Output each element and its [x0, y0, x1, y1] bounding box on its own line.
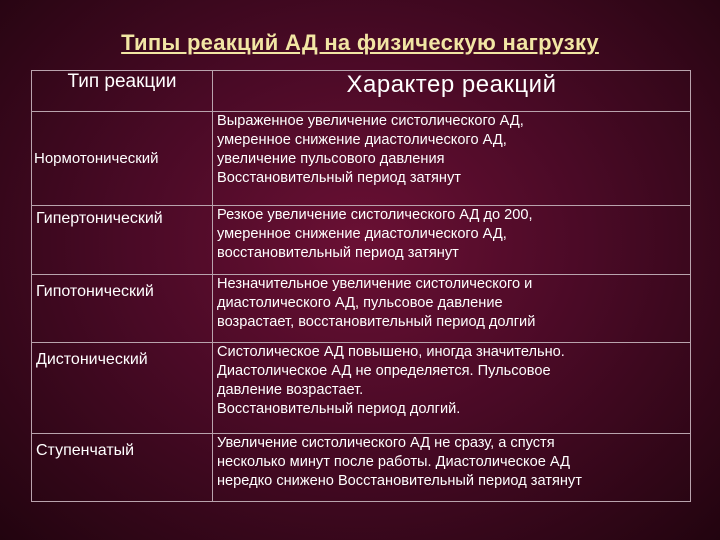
- column-header-character: Характер реакций: [213, 71, 691, 112]
- reaction-description-cell: [213, 206, 691, 275]
- reaction-description-cell: [213, 275, 691, 343]
- description-line: Диастолическое АД не определяется. Пульсовое: [217, 363, 551, 379]
- column-header-type: Тип реакции: [32, 71, 213, 112]
- table-header-row: [32, 71, 691, 112]
- description-line: Незначительное увеличение систолического и: [217, 276, 533, 292]
- reaction-description-cell: [213, 112, 691, 206]
- description-line: диастолического АД, пульсовое давление: [217, 295, 503, 311]
- description-line: Увеличение систолического АД не сразу, а спустя: [217, 435, 555, 451]
- description-line: несколько минут после работы. Диастолическое АД: [217, 454, 570, 470]
- description-line: увеличение пульсового давления: [217, 151, 445, 167]
- description-line: Систолическое АД повышено, иногда значительно.: [217, 344, 565, 360]
- description-line: умеренное снижение диастолического АД,: [217, 132, 507, 148]
- description-line: возрастает, восстановительный период долгий: [217, 314, 536, 330]
- description-line: восстановительный период затянут: [217, 245, 459, 261]
- description-line: умеренное снижение диастолического АД,: [217, 226, 507, 242]
- reaction-type-cell: Ступенчатый: [32, 434, 213, 502]
- table-row: [32, 112, 691, 206]
- page-title: Типы реакций АД на физическую нагрузку: [121, 30, 599, 55]
- description-line: Восстановительный период долгий.: [217, 401, 461, 417]
- reaction-type-cell: Гипотонический: [32, 275, 213, 343]
- reaction-type-cell: Нормотонический: [32, 112, 213, 206]
- description-line: нередко снижено Восстановительный период затянут: [217, 473, 582, 489]
- description-line: Выраженное увеличение систолического АД,: [217, 113, 524, 129]
- table-row: [32, 206, 691, 275]
- table-row: [32, 434, 691, 502]
- reaction-description-cell: [213, 434, 691, 502]
- description-line: Восстановительный период затянут: [217, 170, 461, 186]
- reaction-type-cell: Гипертонический: [32, 206, 213, 275]
- reaction-type-cell: Дистонический: [32, 343, 213, 434]
- description-line: Резкое увеличение систолического АД до 200,: [217, 207, 533, 223]
- description-line: давление возрастает.: [217, 382, 364, 398]
- reactions-table: [31, 70, 691, 502]
- table-row: [32, 275, 691, 343]
- table-row: [32, 343, 691, 434]
- reaction-description-cell: [213, 343, 691, 434]
